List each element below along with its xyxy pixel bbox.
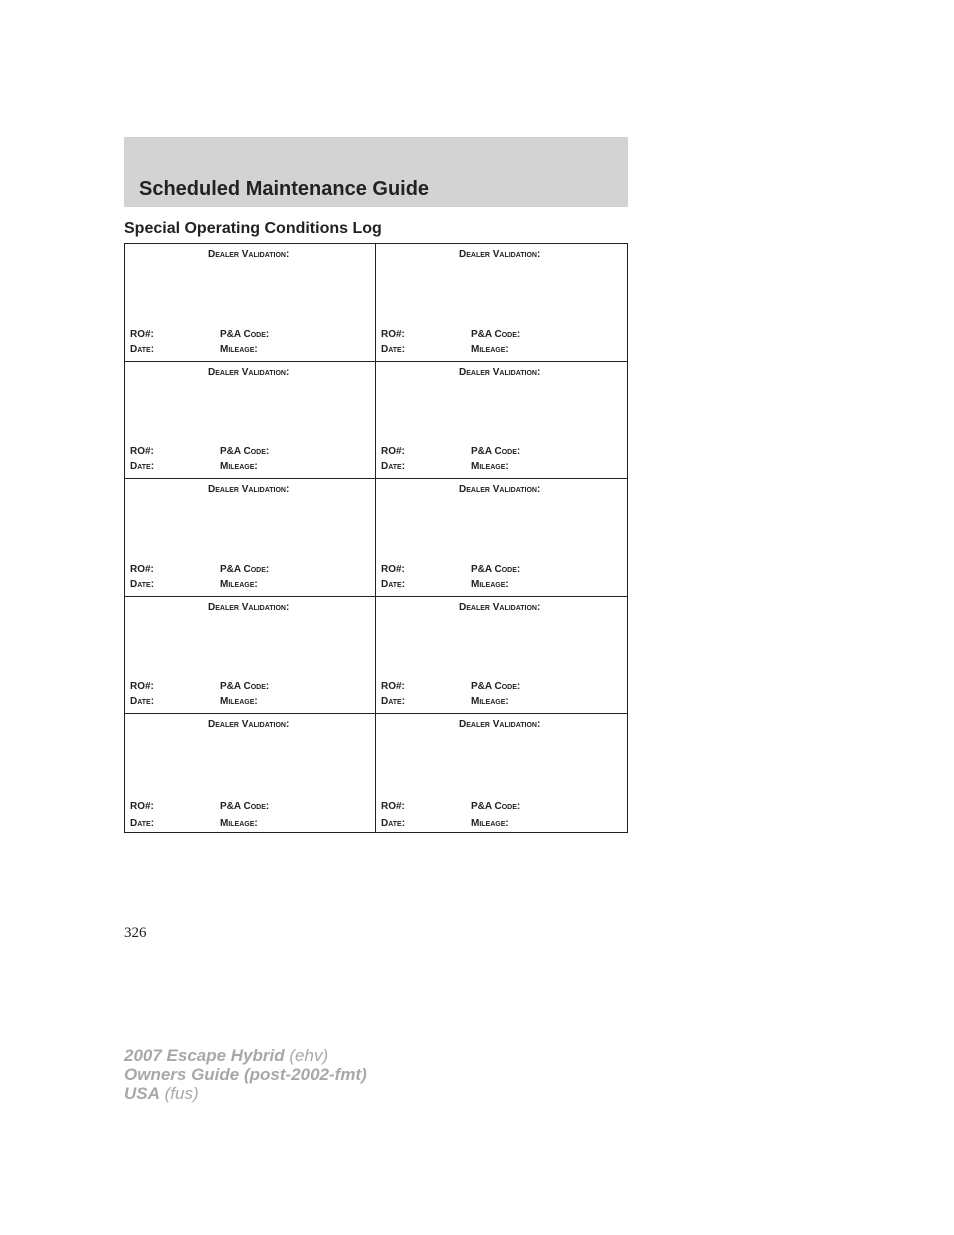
footer-line-2 [124, 1065, 367, 1084]
ro-number-label: RO#: [381, 328, 405, 340]
document-footer [124, 1046, 367, 1103]
date-label: Date: [130, 461, 155, 473]
dealer-validation-label: Dealer Validation: [459, 249, 541, 260]
log-entry-cell [376, 244, 627, 362]
ro-number-label: RO#: [381, 681, 405, 693]
dealer-validation-label: Dealer Validation: [208, 484, 290, 496]
pa-code-label: P&A Code: [471, 800, 521, 812]
mileage-label: Mileage: [220, 817, 258, 829]
dealer-validation-label: Dealer Validation: [459, 484, 541, 496]
ro-number-label: RO#: [381, 800, 405, 812]
log-entry-cell [376, 597, 627, 715]
date-label: Date: [381, 696, 406, 708]
mileage-label: Mileage: [471, 696, 509, 708]
ro-number-label: RO#: [381, 563, 405, 575]
dealer-validation-label: Dealer Validation: [459, 719, 541, 731]
pa-code-label: P&A Code: [471, 446, 521, 458]
date-label: Date: [130, 578, 155, 590]
footer-model-code: (ehv) [284, 1046, 329, 1065]
footer-line-3 [124, 1084, 367, 1103]
ro-number-label: RO#: [381, 446, 405, 458]
log-entry-cell [125, 714, 376, 832]
mileage-label: Mileage: [220, 696, 258, 708]
log-entry-cell [125, 479, 376, 597]
ro-number-label: RO#: [130, 328, 154, 340]
log-entry-cell [125, 244, 376, 362]
date-label: Date: [381, 343, 406, 355]
date-label: Date: [381, 461, 406, 473]
log-entry-cell [376, 362, 627, 480]
footer-model: 2007 Escape Hybrid [124, 1046, 285, 1065]
ro-number-label: RO#: [130, 681, 154, 693]
log-entry-cell [125, 362, 376, 480]
pa-code-label: P&A Code: [220, 328, 270, 340]
ro-number-label: RO#: [130, 446, 154, 458]
mileage-label: Mileage: [220, 461, 258, 473]
date-label: Date: [381, 817, 406, 829]
maintenance-log-grid [124, 243, 628, 833]
ro-number-label: RO#: [130, 563, 154, 575]
dealer-validation-label: Dealer Validation: [208, 601, 290, 613]
ro-number-label: RO#: [130, 800, 154, 812]
mileage-label: Mileage: [471, 578, 509, 590]
footer-line-1 [124, 1046, 367, 1065]
pa-code-label: P&A Code: [471, 563, 521, 575]
dealer-validation-label: Dealer Validation: [459, 601, 541, 613]
mileage-label: Mileage: [220, 343, 258, 355]
footer-guide-type: Owners Guide (post-2002-fmt) [124, 1065, 367, 1084]
dealer-validation-label: Dealer Validation: [459, 366, 541, 378]
pa-code-label: P&A Code: [220, 681, 270, 693]
dealer-validation-label: Dealer Validation: [208, 366, 290, 378]
chapter-title: Scheduled Maintenance Guide [139, 178, 430, 200]
mileage-label: Mileage: [220, 578, 258, 590]
log-entry-cell [376, 479, 627, 597]
date-label: Date: [130, 696, 155, 708]
page-number: 326 [124, 925, 147, 941]
chapter-header-band [124, 137, 628, 207]
section-title: Special Operating Conditions Log [124, 220, 382, 237]
pa-code-label: P&A Code: [220, 446, 270, 458]
date-label: Date: [130, 817, 155, 829]
pa-code-label: P&A Code: [471, 681, 521, 693]
dealer-validation-label: Dealer Validation: [208, 719, 290, 731]
pa-code-label: P&A Code: [220, 563, 270, 575]
pa-code-label: P&A Code: [471, 328, 521, 340]
pa-code-label: P&A Code: [220, 800, 270, 812]
log-entry-cell [376, 714, 627, 832]
mileage-label: Mileage: [471, 461, 509, 473]
mileage-label: Mileage: [471, 343, 509, 355]
log-entry-cell [125, 597, 376, 715]
dealer-validation-label: Dealer Validation: [208, 249, 290, 260]
mileage-label: Mileage: [471, 817, 509, 829]
footer-market-code: (fus) [159, 1084, 199, 1103]
date-label: Date: [381, 578, 406, 590]
date-label: Date: [130, 343, 155, 355]
footer-market: USA [124, 1084, 160, 1103]
